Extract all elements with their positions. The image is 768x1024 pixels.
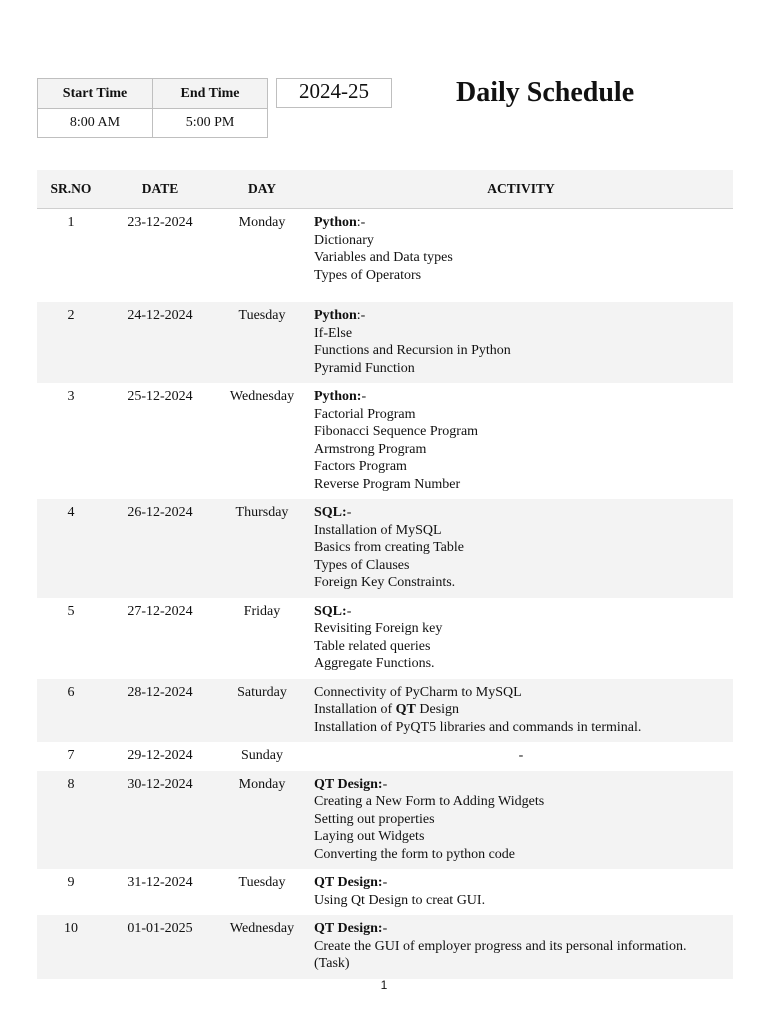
activity-line: Setting out properties [314, 811, 435, 827]
activity-line: Pyramid Function [314, 360, 415, 376]
activity-text: - [382, 875, 388, 890]
activity-line: Converting the form to python code [314, 846, 516, 862]
day-cell: Thursday [215, 499, 309, 598]
table-row [37, 598, 733, 679]
date-cell: 26-12-2024 [105, 499, 215, 598]
activity-text: - [382, 776, 388, 792]
activity-line: Table related queries [314, 638, 431, 654]
end-time-header: End Time [153, 79, 268, 109]
table-row [37, 383, 733, 499]
activity-cell [309, 598, 733, 679]
end-time-value: 5:00 PM [153, 109, 268, 138]
activity-line [314, 504, 733, 522]
activity-cell [309, 499, 733, 598]
activity-line: Revisiting Foreign key [314, 621, 443, 636]
activity-line [314, 874, 733, 892]
activity-line: Installation of MySQL [314, 522, 442, 538]
header-activity: ACTIVITY [309, 170, 733, 209]
activity-line: Armstrong Program [314, 441, 427, 457]
table-row [37, 869, 733, 915]
activity-cell [309, 742, 733, 771]
activity-line [314, 920, 733, 938]
table-row [37, 302, 733, 383]
activity-text: - [382, 921, 388, 936]
activity-line [314, 307, 733, 325]
activity-line: Types of Clauses [314, 557, 410, 573]
activity-text: :- [356, 215, 366, 230]
activity-line: Factors Program [314, 459, 407, 474]
day-cell: Monday [238, 215, 286, 230]
activity-topic: Python [314, 215, 357, 230]
page-title: Daily Schedule [456, 77, 635, 108]
date-cell: 31-12-2024 [127, 875, 193, 890]
activity-cell [309, 915, 733, 979]
activity-line [314, 776, 733, 794]
activity-line: Reverse Program Number [314, 476, 461, 492]
day-cell: Saturday [215, 679, 309, 743]
activity-topic: SQL: [314, 603, 347, 619]
activity-line: Functions and Recursion in Python [314, 343, 511, 358]
date-cell: 29-12-2024 [127, 748, 193, 763]
activity-topic: Python [314, 308, 357, 323]
activity-cell [309, 869, 733, 915]
sr-no-cell: 9 [67, 875, 75, 890]
date-cell: 30-12-2024 [105, 771, 215, 870]
activity-line: Using Qt Design to creat GUI. [314, 892, 486, 908]
day-cell: Sunday [241, 748, 283, 763]
date-cell: 28-12-2024 [105, 679, 215, 743]
schedule-body [37, 209, 733, 979]
activity-text: Installation of [314, 702, 396, 717]
activity-cell [309, 771, 733, 870]
sr-no-cell: 7 [67, 748, 75, 763]
date-cell: 01-01-2025 [105, 915, 215, 979]
activity-cell [309, 302, 733, 383]
activity-line: Fibonacci Sequence Program [314, 424, 479, 439]
activity-line: Installation of PyQT5 libraries and commands in terminal. [314, 719, 642, 735]
schedule-table [37, 170, 733, 979]
activity-line: - [518, 748, 524, 763]
activity-text: - [346, 505, 352, 520]
activity-line: Dictionary [314, 232, 374, 248]
sr-no-cell: 5 [67, 603, 75, 619]
activity-line: Variables and Data types [314, 250, 453, 265]
sr-no-cell: 6 [37, 679, 105, 743]
day-cell: Wednesday [215, 915, 309, 979]
activity-line: Aggregate Functions. [314, 656, 435, 671]
activity-cell [309, 383, 733, 499]
activity-line: Connectivity of PyCharm to MySQL [314, 684, 522, 700]
activity-topic: QT Design: [314, 776, 383, 792]
table-row [37, 771, 733, 870]
activity-line [314, 603, 733, 621]
year-box: 2024-25 [276, 78, 392, 108]
activity-line: Basics from creating Table [314, 540, 464, 555]
activity-line: Types of Operators [314, 267, 422, 283]
day-cell: Friday [243, 603, 281, 619]
activity-topic: QT Design: [314, 875, 383, 890]
activity-line: Creating a New Form to Adding Widgets [314, 794, 545, 809]
schedule-header-row [37, 170, 733, 209]
sr-no-cell: 2 [37, 302, 105, 383]
table-row [37, 679, 733, 743]
sr-no-cell: 4 [37, 499, 105, 598]
activity-topic: QT [395, 702, 416, 717]
activity-text: - [361, 389, 367, 404]
activity-cell [309, 679, 733, 743]
date-cell: 23-12-2024 [127, 215, 193, 230]
activity-text: - [346, 603, 352, 619]
date-cell: 25-12-2024 [127, 389, 193, 404]
header-date: DATE [105, 170, 215, 209]
day-cell: Tuesday [238, 875, 286, 890]
activity-text: :- [356, 308, 366, 323]
activity-line: (Task) [314, 956, 350, 971]
activity-text: Design [415, 702, 460, 717]
table-row [37, 499, 733, 598]
activity-line: Factorial Program [314, 406, 416, 422]
table-row [37, 209, 733, 303]
activity-topic: QT Design: [314, 921, 383, 936]
activity-line: Laying out Widgets [314, 829, 425, 844]
sr-no-cell: 10 [37, 915, 105, 979]
activity-line [314, 388, 733, 406]
time-table [37, 78, 268, 138]
start-time-header: Start Time [38, 79, 153, 109]
activity-line [314, 214, 733, 232]
sr-no-cell: 3 [67, 389, 75, 404]
page-number: 1 [380, 978, 388, 992]
activity-line: Foreign Key Constraints. [314, 575, 456, 590]
header-sr-no: SR.NO [37, 170, 105, 209]
activity-topic: Python: [314, 389, 362, 404]
day-cell: Tuesday [215, 302, 309, 383]
day-cell: Wednesday [229, 389, 295, 404]
sr-no-cell: 8 [37, 771, 105, 870]
date-cell: 24-12-2024 [105, 302, 215, 383]
date-cell: 27-12-2024 [127, 603, 193, 619]
activity-cell [309, 209, 733, 303]
activity-line: If-Else [314, 325, 353, 341]
activity-line [314, 701, 733, 719]
header-day: DAY [215, 170, 309, 209]
sr-no-cell: 1 [67, 215, 75, 230]
table-row [37, 915, 733, 979]
activity-line: Create the GUI of employer progress and its personal information. [314, 938, 687, 954]
table-row [37, 742, 733, 771]
start-time-value: 8:00 AM [38, 109, 153, 138]
activity-topic: SQL: [314, 505, 347, 520]
day-cell: Monday [215, 771, 309, 870]
